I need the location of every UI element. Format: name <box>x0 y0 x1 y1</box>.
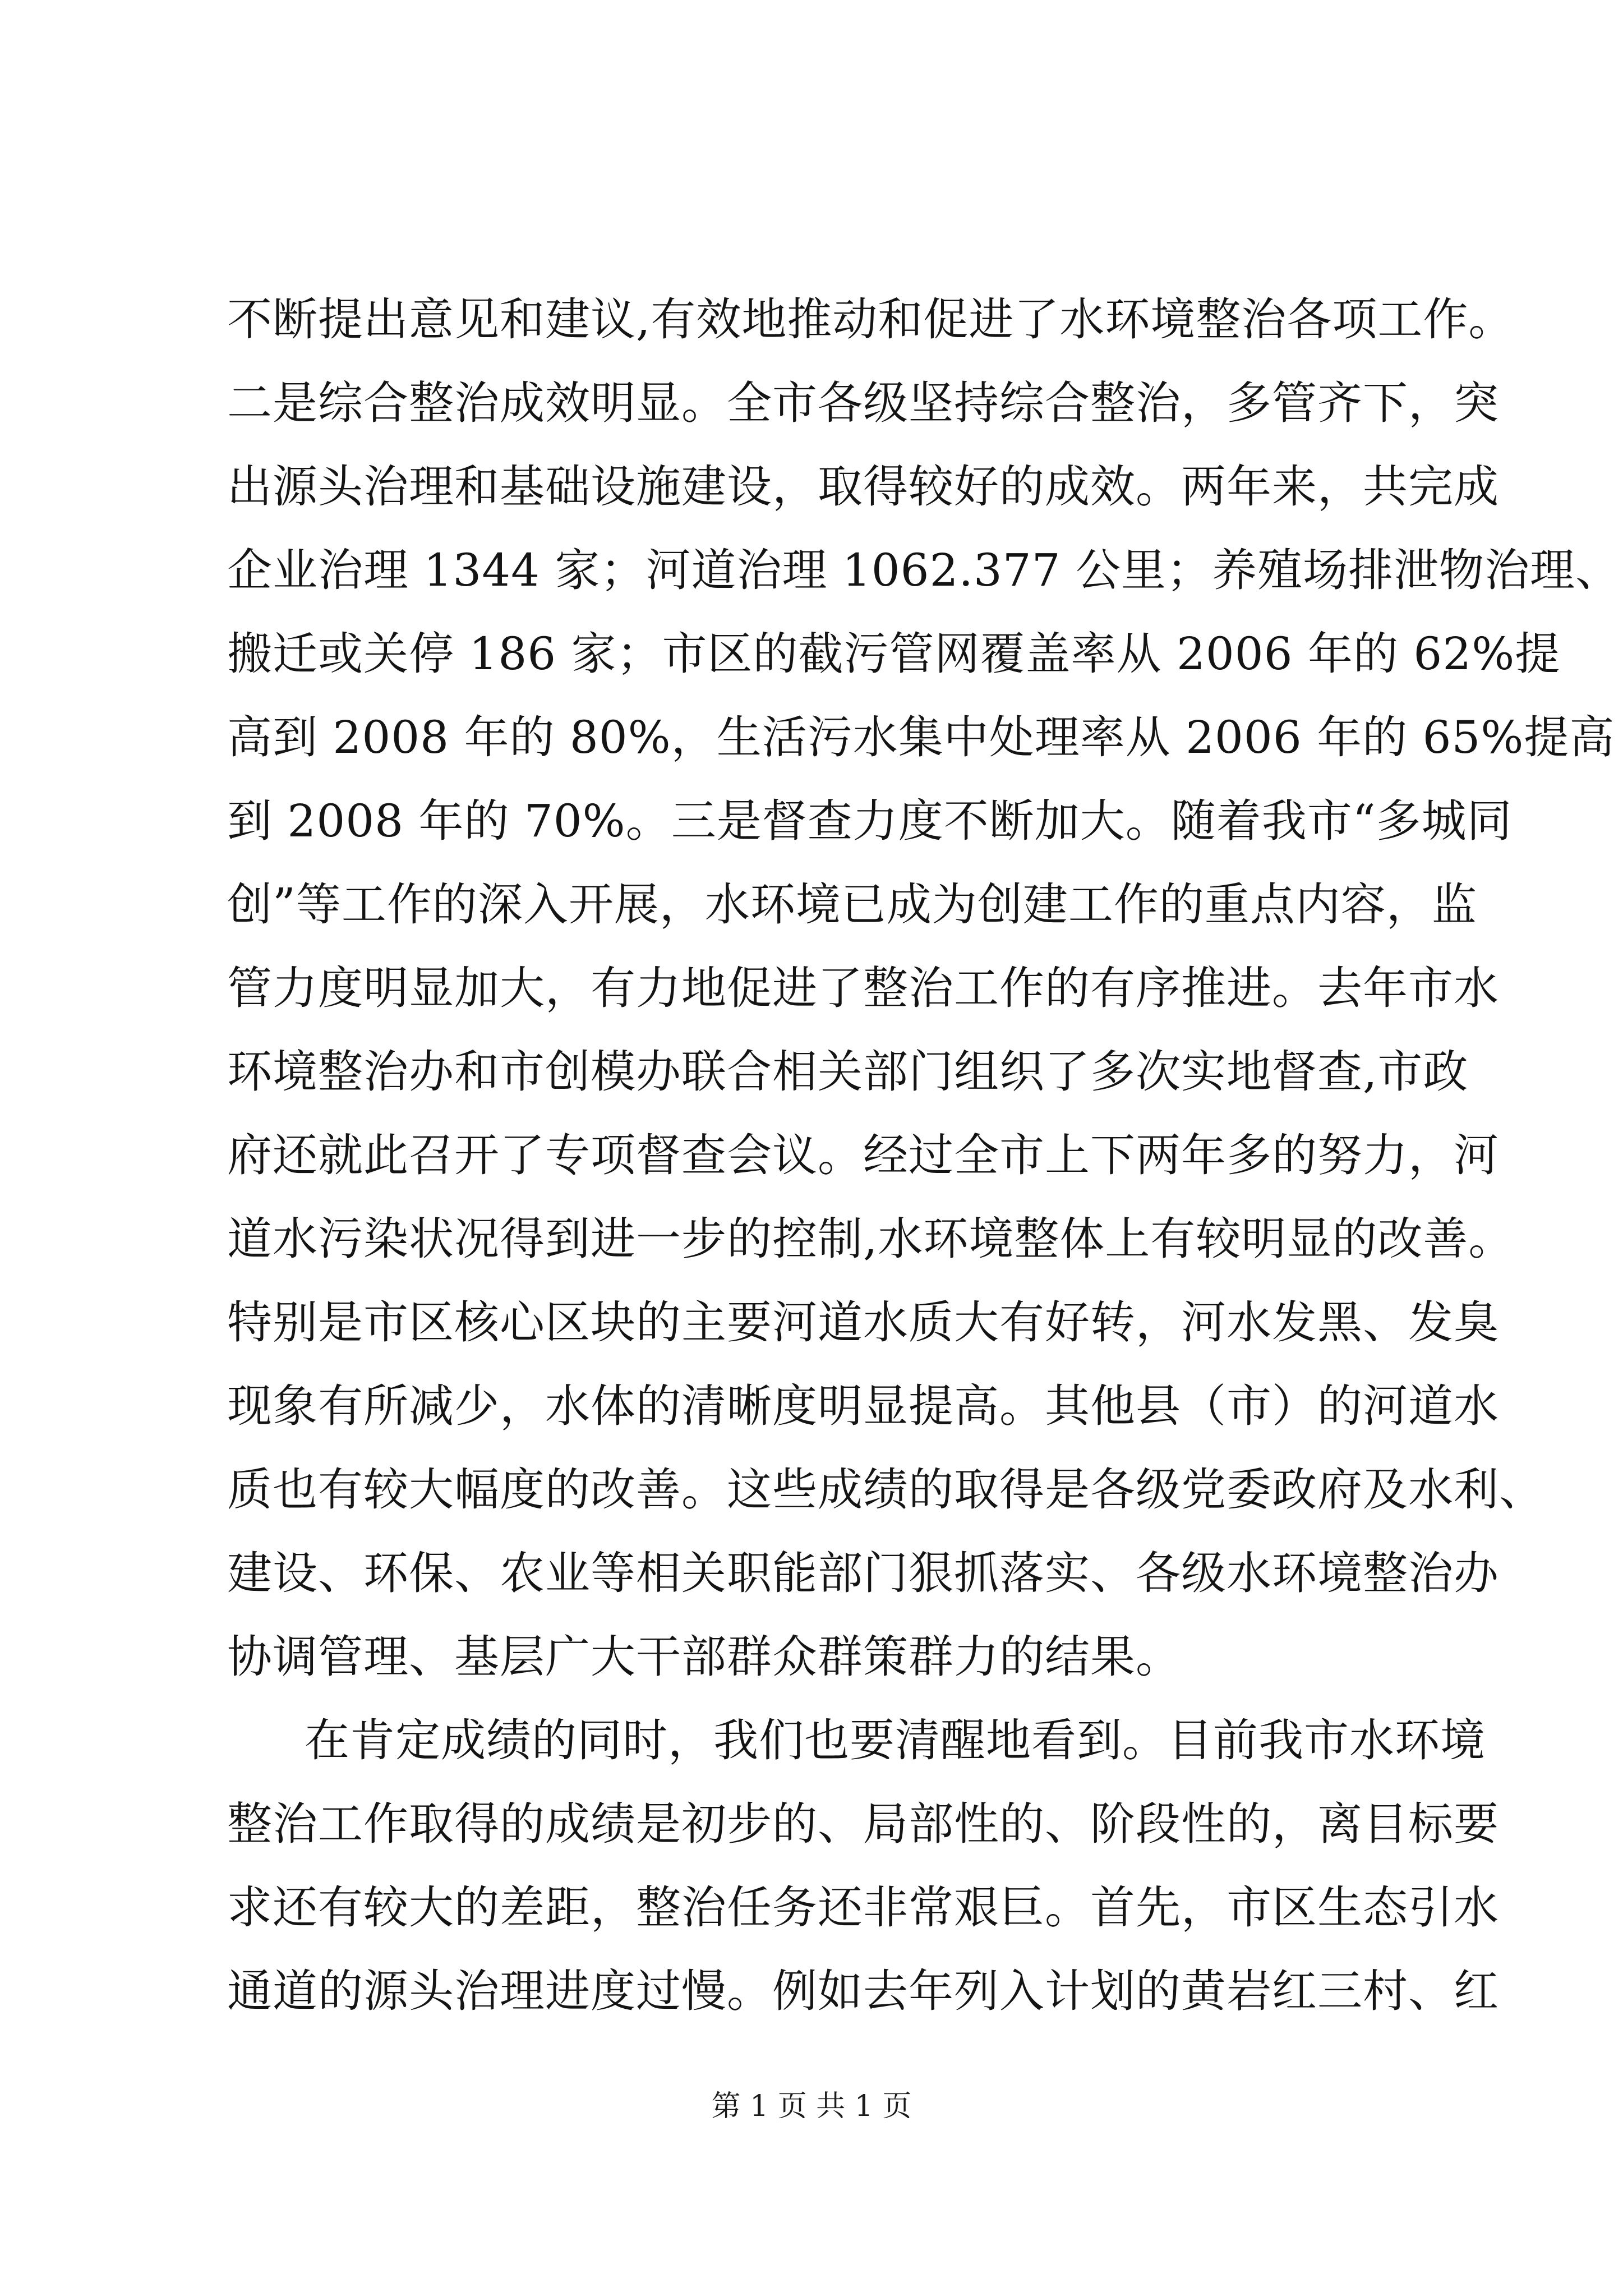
paragraph-first-line: 在肯定成绩的同时，我们也要清醒地看到。目前我市水环境 <box>305 1714 1486 1766</box>
text-line: 企业治理 1344 家；河道治理 1062.377 公里；养殖场排泄物治理、 <box>227 544 1621 596</box>
text-line: 质也有较大幅度的改善。这些成绩的取得是各级党委政府及水利、 <box>227 1464 1544 1516</box>
text-line: 到 2008 年的 70%。三是督查力度不断加大。随着我市“多城同 <box>227 795 1513 847</box>
text-line: 现象有所减少，水体的清晰度明显提高。其他县（市）的河道水 <box>227 1380 1499 1432</box>
text-line: 整治工作取得的成绩是初步的、局部性的、阶段性的，离目标要 <box>227 1798 1499 1850</box>
text-line: 通道的源头治理进度过慢。例如去年列入计划的黄岩红三村、红 <box>227 1965 1499 2017</box>
text-line: 搬迁或关停 186 家；市区的截污管网覆盖率从 2006 年的 62%提 <box>227 628 1561 680</box>
text-line: 求还有较大的差距，整治任务还非常艰巨。首先，市区生态引水 <box>227 1881 1499 1934</box>
text-line: 高到 2008 年的 80%，生活污水集中处理率从 2006 年的 65%提高 <box>227 711 1615 763</box>
text-line: 二是综合整治成效明显。全市各级坚持综合整治，多管齐下，突 <box>227 377 1499 429</box>
text-line: 特别是市区核心区块的主要河道水质大有好转，河水发黑、发臭 <box>227 1296 1499 1349</box>
text-line: 建设、环保、农业等相关职能部门狠抓落实、各级水环境整治办 <box>227 1547 1499 1599</box>
page-number: 第 1 页 共 1 页 <box>711 2090 912 2123</box>
text-line: 府还就此召开了专项督查会议。经过全市上下两年多的努力，河 <box>227 1129 1499 1181</box>
text-line: 不断提出意见和建议,有效地推动和促进了水环境整治各项工作。 <box>227 293 1514 346</box>
text-line: 创”等工作的深入开展，水环境已成为创建工作的重点内容，监 <box>227 878 1477 931</box>
text-line: 道水污染状况得到进一步的控制,水环境整体上有较明显的改善。 <box>227 1213 1514 1265</box>
text-line: 管力度明显加大，有力地促进了整治工作的有序推进。去年市水 <box>227 962 1499 1014</box>
text-line: 环境整治办和市创模办联合相关部门组织了多次实地督查,市政 <box>227 1046 1469 1098</box>
text-line: 出源头治理和基础设施建设，取得较好的成效。两年来，共完成 <box>227 461 1499 513</box>
text-line: 协调管理、基层广大干部群众群策群力的结果。 <box>227 1631 1181 1683</box>
page-footer <box>0 2087 1623 2126</box>
